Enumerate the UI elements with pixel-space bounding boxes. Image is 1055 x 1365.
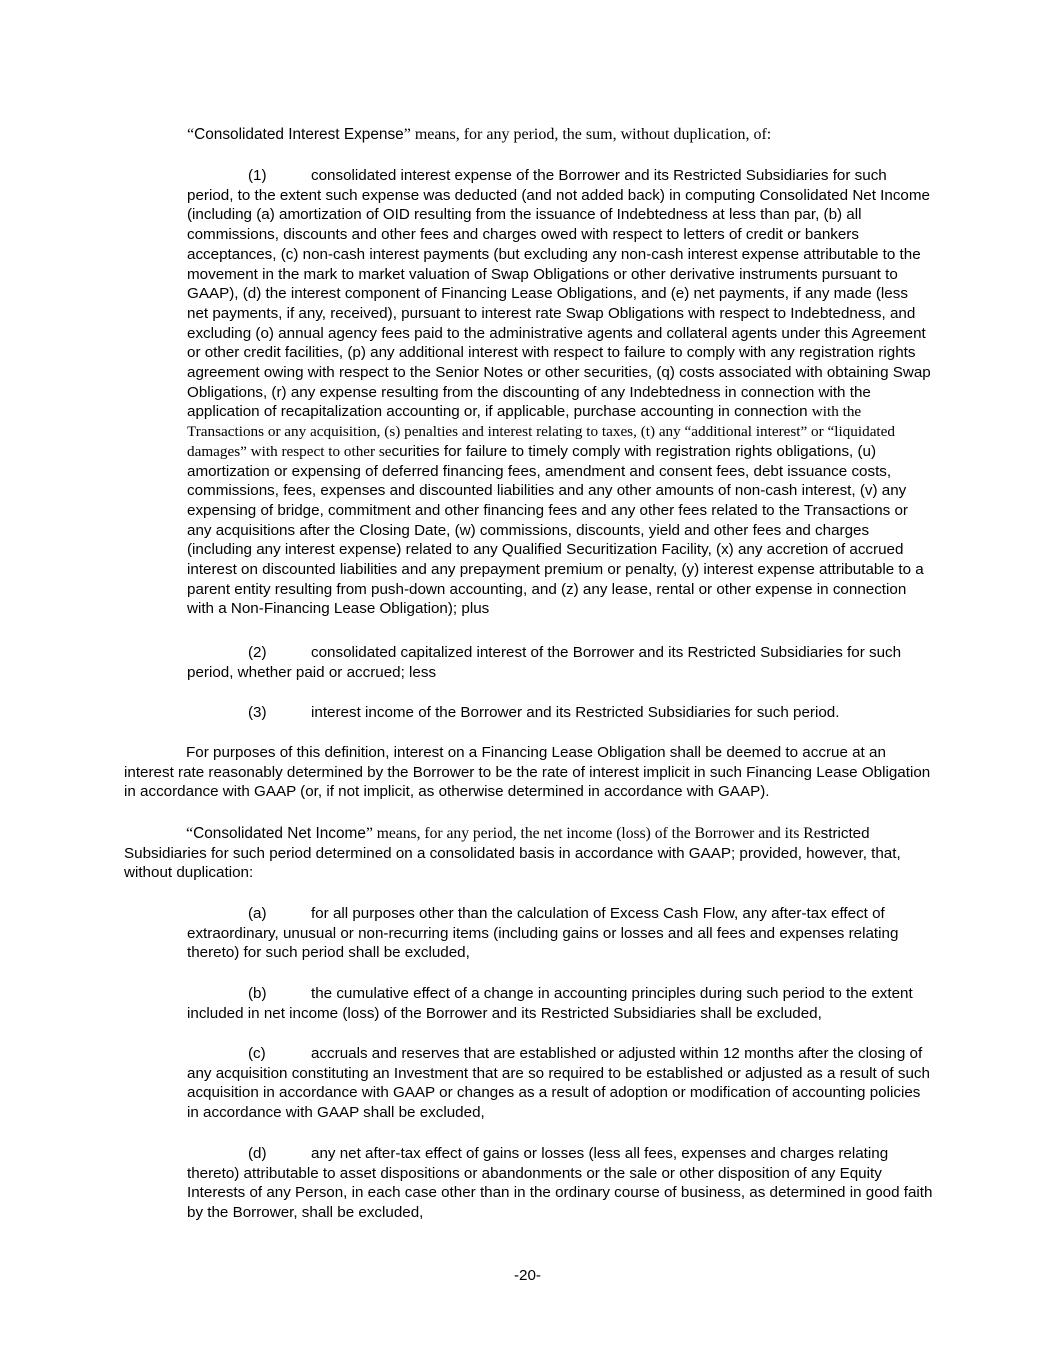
cni-item-c-text: accruals and reserves that are established or adjusted within 12 months after the closing of any acquisition constituting an Investment that are so required to be established or adjusted as a result of such acquisition in accordance with GAAP or changes as a result of adoption or modification of accounting policies in accordance with GAAP shall be excluded,	[187, 1045, 930, 1122]
cie-item-2-marker: (2)	[248, 644, 267, 661]
cie-item-2	[187, 643, 933, 682]
cni-open-quote: “	[186, 825, 194, 842]
cie-item-3	[187, 703, 933, 723]
cni-item-b-text: the cumulative effect of a change in accounting principles during such period to the extent included in net income (loss) of the Borrower and its Restricted Subsidiaries shall be excluded,	[187, 985, 913, 1022]
cni-item-a-marker: (a)	[248, 905, 267, 922]
cie-item-3-marker: (3)	[248, 704, 267, 721]
cie-term: Consolidated Interest Expense	[194, 126, 404, 143]
cni-term: Consolidated Net Income	[193, 825, 366, 842]
cie-purposes-paragraph	[124, 743, 934, 802]
cni-item-b-marker: (b)	[248, 985, 267, 1002]
cie-item-1	[187, 166, 933, 619]
cni-item-d-marker: (d)	[248, 1145, 267, 1162]
cie-item-1-text-serif: with the Transactions or any acquisition, (s) penalties and interest relating to taxes, (t) any “additional interest” or “liquidated damages” with respect to other se	[187, 403, 895, 460]
page-number: -20-	[513, 1267, 541, 1284]
cie-item-1-text-a: consolidated interest expense of the Borrower and its Restricted Subsidiaries for such period, to the extent such expense was deducted (and not added back) in computing Consolidated Net Income (including (a) amortization of OID resulting from the issuance of Indebtedness at less than par, (b) all commissions, discounts and other fees and charges owed with respect to letters of credit or bankers acceptances, (c) non-cash interest payments (but excluding any non-cash interest expense attributable to the movement in the mark to market valuation of Swap Obligations or other derivative instruments pursuant to GAAP), (d) the interest component of Financing Lease Obligations, and (e) net payments, if any made (less net payments, if any, received), pursuant to interest rate Swap Obligations with respect to Indebtedness, and excluding (o) annual agency fees paid to the administrative agents and collateral agents under this Agreement or other credit facilities, (p) any additional interest with respect to failure to comply with any registration rights agreement owing with respect to the Senior Notes or other securities, (q) costs associated with obtaining Swap Obligations, (r) any expense resulting from the discounting of any Indebtedness in connection with the application of recapitalization accounting or, if applicable, purchase accounting in connection	[187, 167, 931, 421]
cie-purposes-text: For purposes of this definition, interest on a Financing Lease Obligation shall be deemed to accrue at an interest rate reasonably determined by the Borrower to be the rate of interest implicit in such Financing Lease Obligation in accordance with GAAP (or, if not implicit, as otherwise determined in accordance with GAAP).	[124, 744, 931, 801]
cni-definition-paragraph	[124, 824, 934, 883]
cni-intro-serif: ” means, for any period, the net income (loss) of the Borrower and its Re	[365, 825, 821, 842]
cni-item-a-text: for all purposes other than the calculation of Excess Cash Flow, any after-tax effect of extraordinary, unusual or non-recurring items (including gains or losses and all fees and expenses relating thereto) for such period shall be excluded,	[187, 905, 899, 962]
cie-item-1-marker: (1)	[248, 167, 267, 184]
cni-item-a	[187, 904, 933, 963]
cni-item-d	[187, 1144, 933, 1223]
cie-item-3-text: interest income of the Borrower and its Restricted Subsidiaries for such period.	[311, 704, 840, 721]
cni-item-d-text: any net after-tax effect of gains or losses (less all fees, expenses and charges relating thereto) attributable to asset dispositions or abandonments or the sale or other disposition of any Equity Interests of any Person, in each case other than in the ordinary course of business, as determined in good faith by the Borrower, shall be excluded,	[187, 1145, 933, 1222]
cni-intro-rest: stricted Subsidiaries for such period determined on a consolidated basis in accordance with GAAP; provided, however, that, without duplication:	[124, 825, 901, 882]
open-quote: “	[187, 126, 195, 143]
cni-item-c-marker: (c)	[248, 1045, 266, 1062]
cni-item-c	[187, 1044, 933, 1123]
cie-item-1-text-b: curities for failure to timely comply with registration rights obligations, (u) amortization or expensing of deferred financing fees, amendment and consent fees, debt issuance costs, commissions, fees, expenses and discounted liabilities and any other amounts of non-cash interest, (v) any expensing of bridge, commitment and other financing fees and any other fees related to the Transactions or any acquisitions after the Closing Date, (w) commissions, discounts, yield and other fees and charges (including any interest expense) related to any Qualified Securitization Facility, (x) any accretion of accrued interest on discounted liabilities and any prepayment premium or penalty, (y) interest expense attributable to a parent entity resulting from push-down accounting, and (z) any lease, rental or other expense in connection with a Non-Financing Lease Obligation); plus	[187, 442, 924, 618]
cie-item-2-text: consolidated capitalized interest of the Borrower and its Restricted Subsidiaries for such period, whether paid or accrued; less	[187, 644, 902, 681]
cni-item-b	[187, 984, 933, 1023]
cie-definition-heading	[187, 125, 947, 145]
cie-item-1-text	[187, 166, 933, 619]
cie-intro: ” means, for any period, the sum, without duplication, of:	[403, 126, 772, 143]
